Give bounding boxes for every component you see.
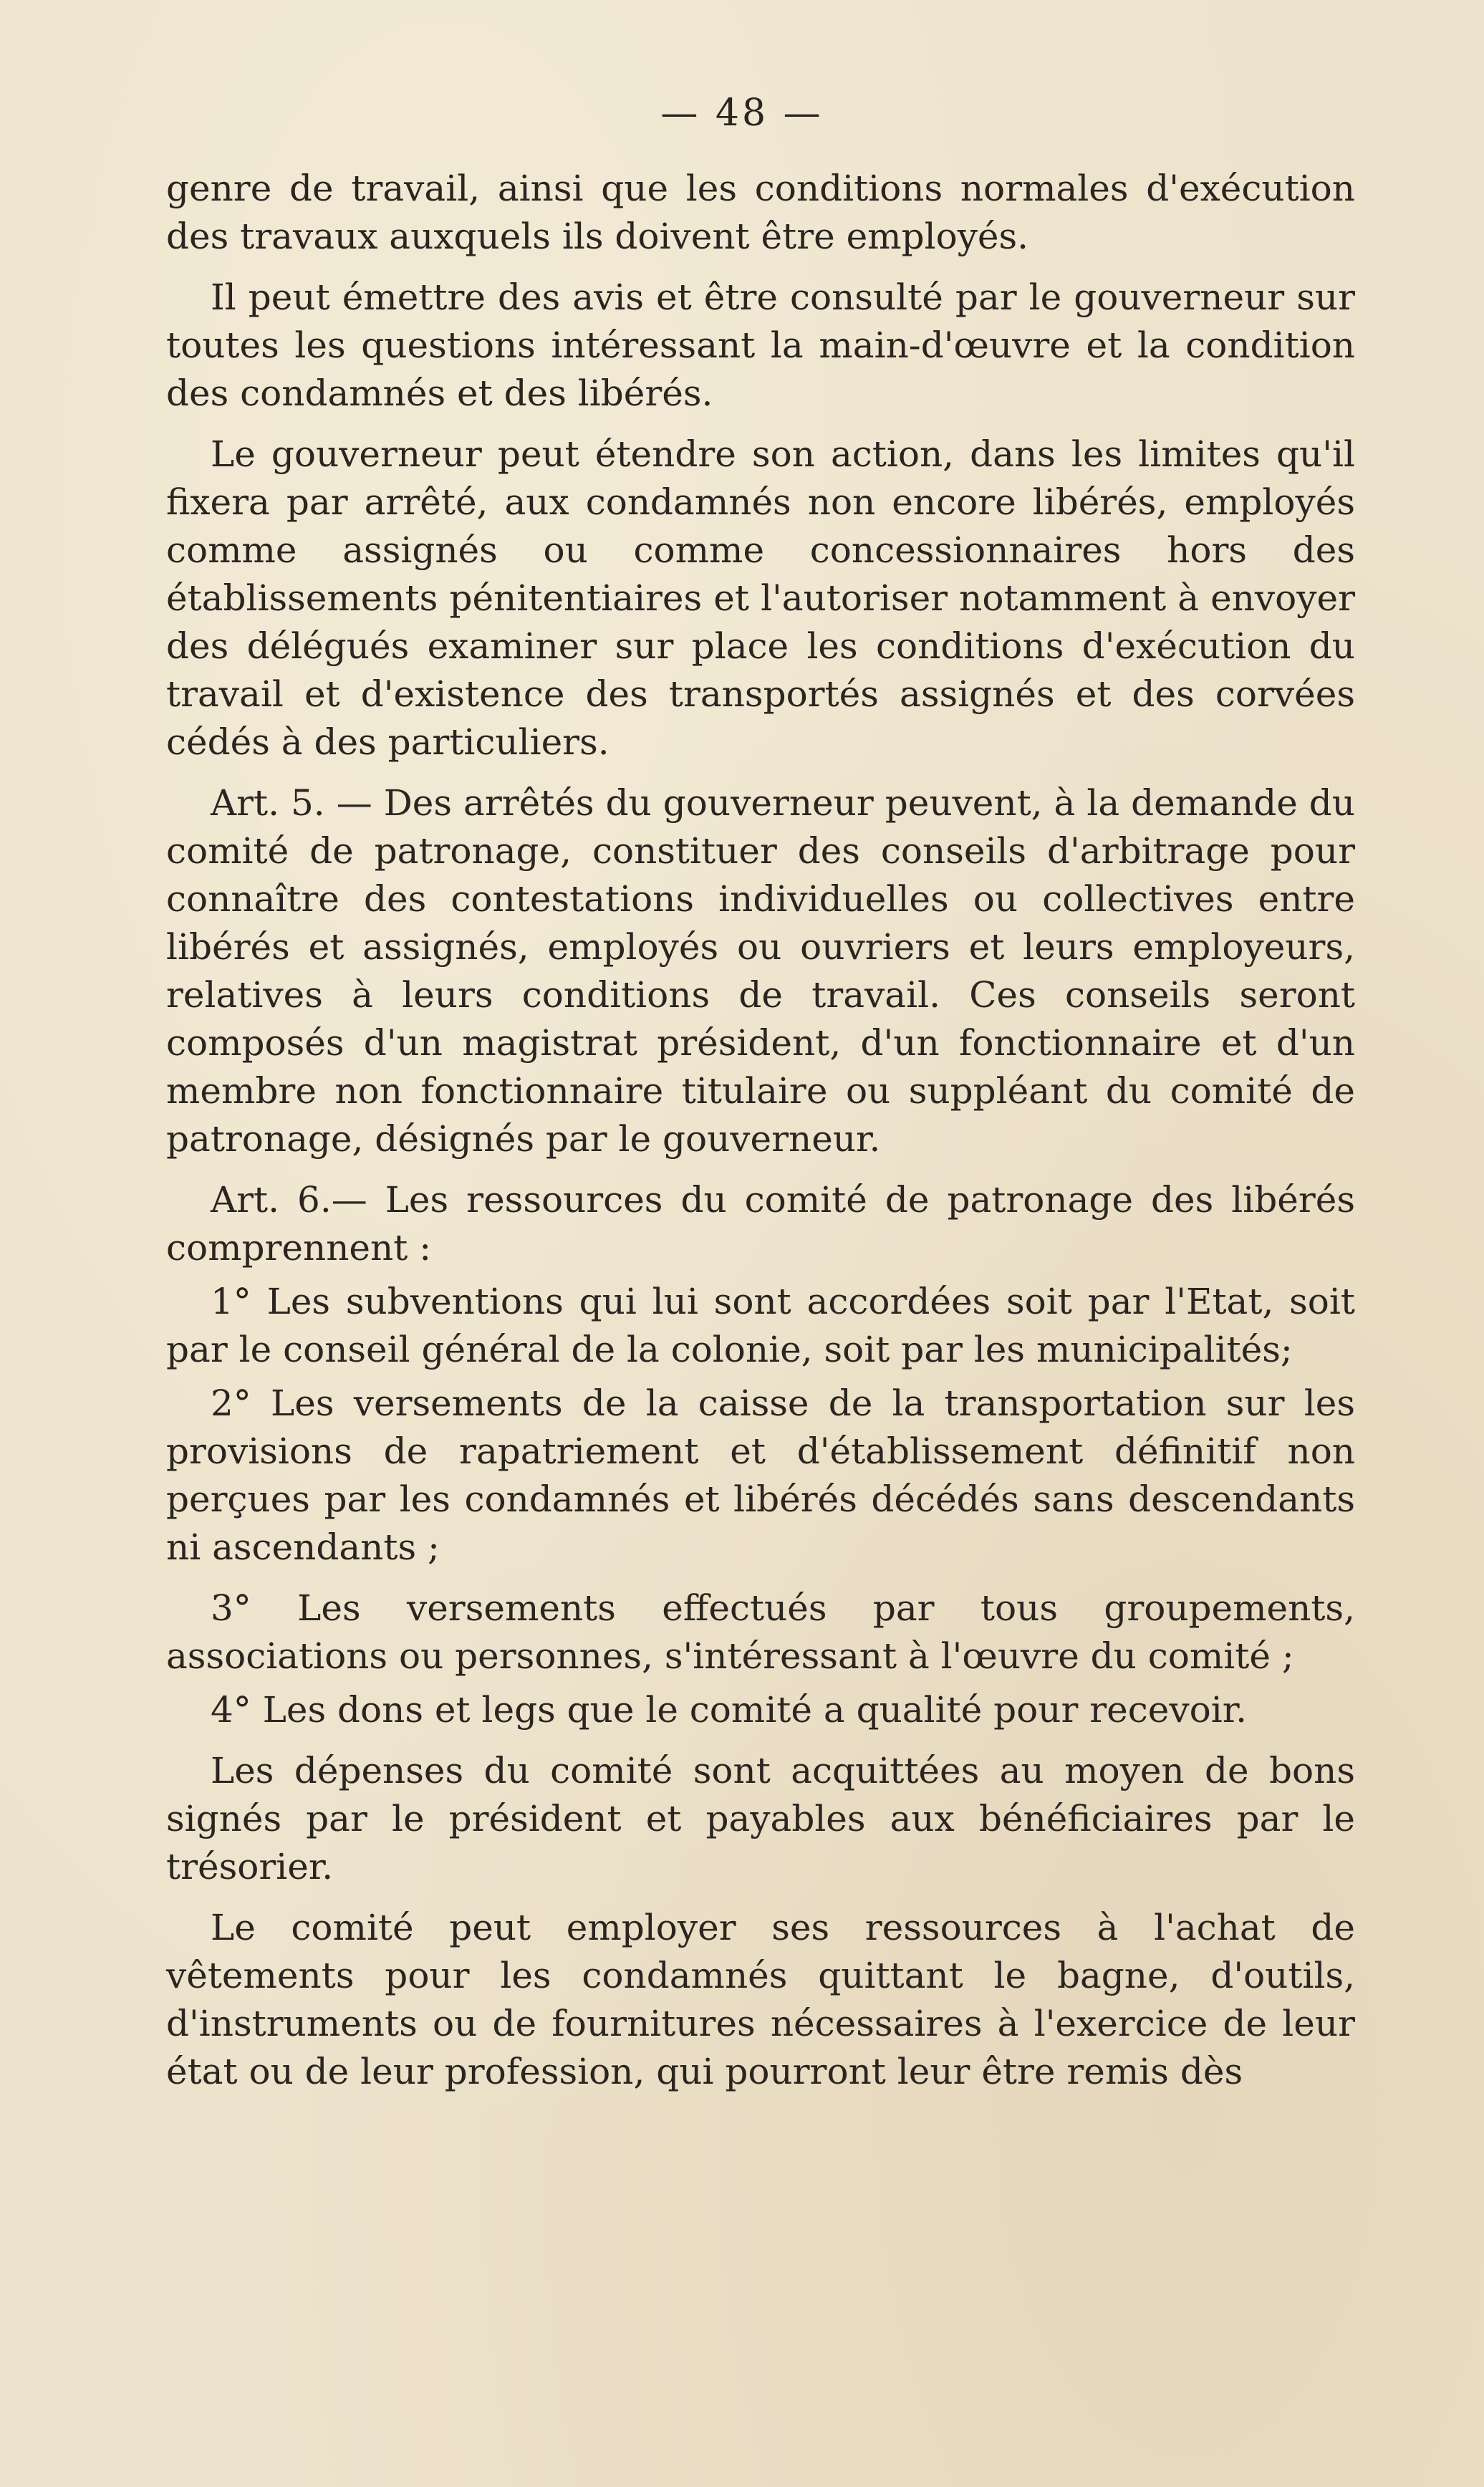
paragraph-2: Il peut émettre des avis et être consulté par le gouverneur sur toutes les questions intéressant la main-d'œuvre et la condition des condamnés et des libérés. (166, 276, 1355, 414)
paragraph-resources-use: Le comité peut employer ses ressources à l'achat de vêtements pour les condamnés quittant le bagne, d'outils, d'instruments ou de fournitures nécessaires à l'exercice de leur état ou de leur profession, qui pourront leur être remis dès (166, 1907, 1355, 2092)
page-number: — 48 — (660, 92, 824, 135)
article-5: Art. 5. — Des arrêtés du gouverneur peuvent, à la demande du comité de patronage, constituer des conseils d'arbitrage pour connaître des contestations individuelles ou collectives entre libérés et assignés, employés ou ouvriers et leurs employeurs, relatives à leurs conditions de travail. Ces conseils seront composés d'un magistrat président, d'un fonctionnaire et d'un membre non fonctionnaire titulaire ou suppléant du comité de patronage, désignés par le gouverneur. (166, 782, 1355, 1160)
resource-item-2: 2° Les versements de la caisse de la transportation sur les provisions de rapatriement et d'établissement définitif non perçues par les condamnés et libérés décédés sans descendants ni ascendants ; (166, 1382, 1355, 1568)
paragraph-1: genre de travail, ainsi que les conditions normales d'exécution des travaux auxquels ils doivent être employés. (166, 168, 1355, 257)
paragraph-expenses: Les dépenses du comité sont acquittées au moyen de bons signés par le président et payables aux bénéficiaires par le trésorier. (166, 1750, 1355, 1887)
document-body (166, 165, 1355, 2102)
article-6: Art. 6.— Les ressources du comité de patronage des libérés comprennent : (166, 1179, 1355, 1269)
resource-item-4: 4° Les dons et legs que le comité a qualité pour recevoir. (211, 1689, 1247, 1731)
paragraph-3: Le gouverneur peut étendre son action, dans les limites qu'il fixera par arrêté, aux condamnés non encore libérés, employés comme assignés ou comme concessionnaires hors des établissements pénitentiaires et l'autoriser notamment à envoyer des délégués examiner sur place les conditions d'exécution du travail et d'existence des transportés assignés et des corvées cédés à des particuliers. (166, 433, 1355, 763)
resource-item-3: 3° Les versements effectués par tous groupements, associations ou personnes, s'intéressant à l'œuvre du comité ; (166, 1587, 1355, 1677)
resource-item-1: 1° Les subventions qui lui sont accordées soit par l'Etat, soit par le conseil général de la colonie, soit par les municipalités; (166, 1281, 1355, 1370)
